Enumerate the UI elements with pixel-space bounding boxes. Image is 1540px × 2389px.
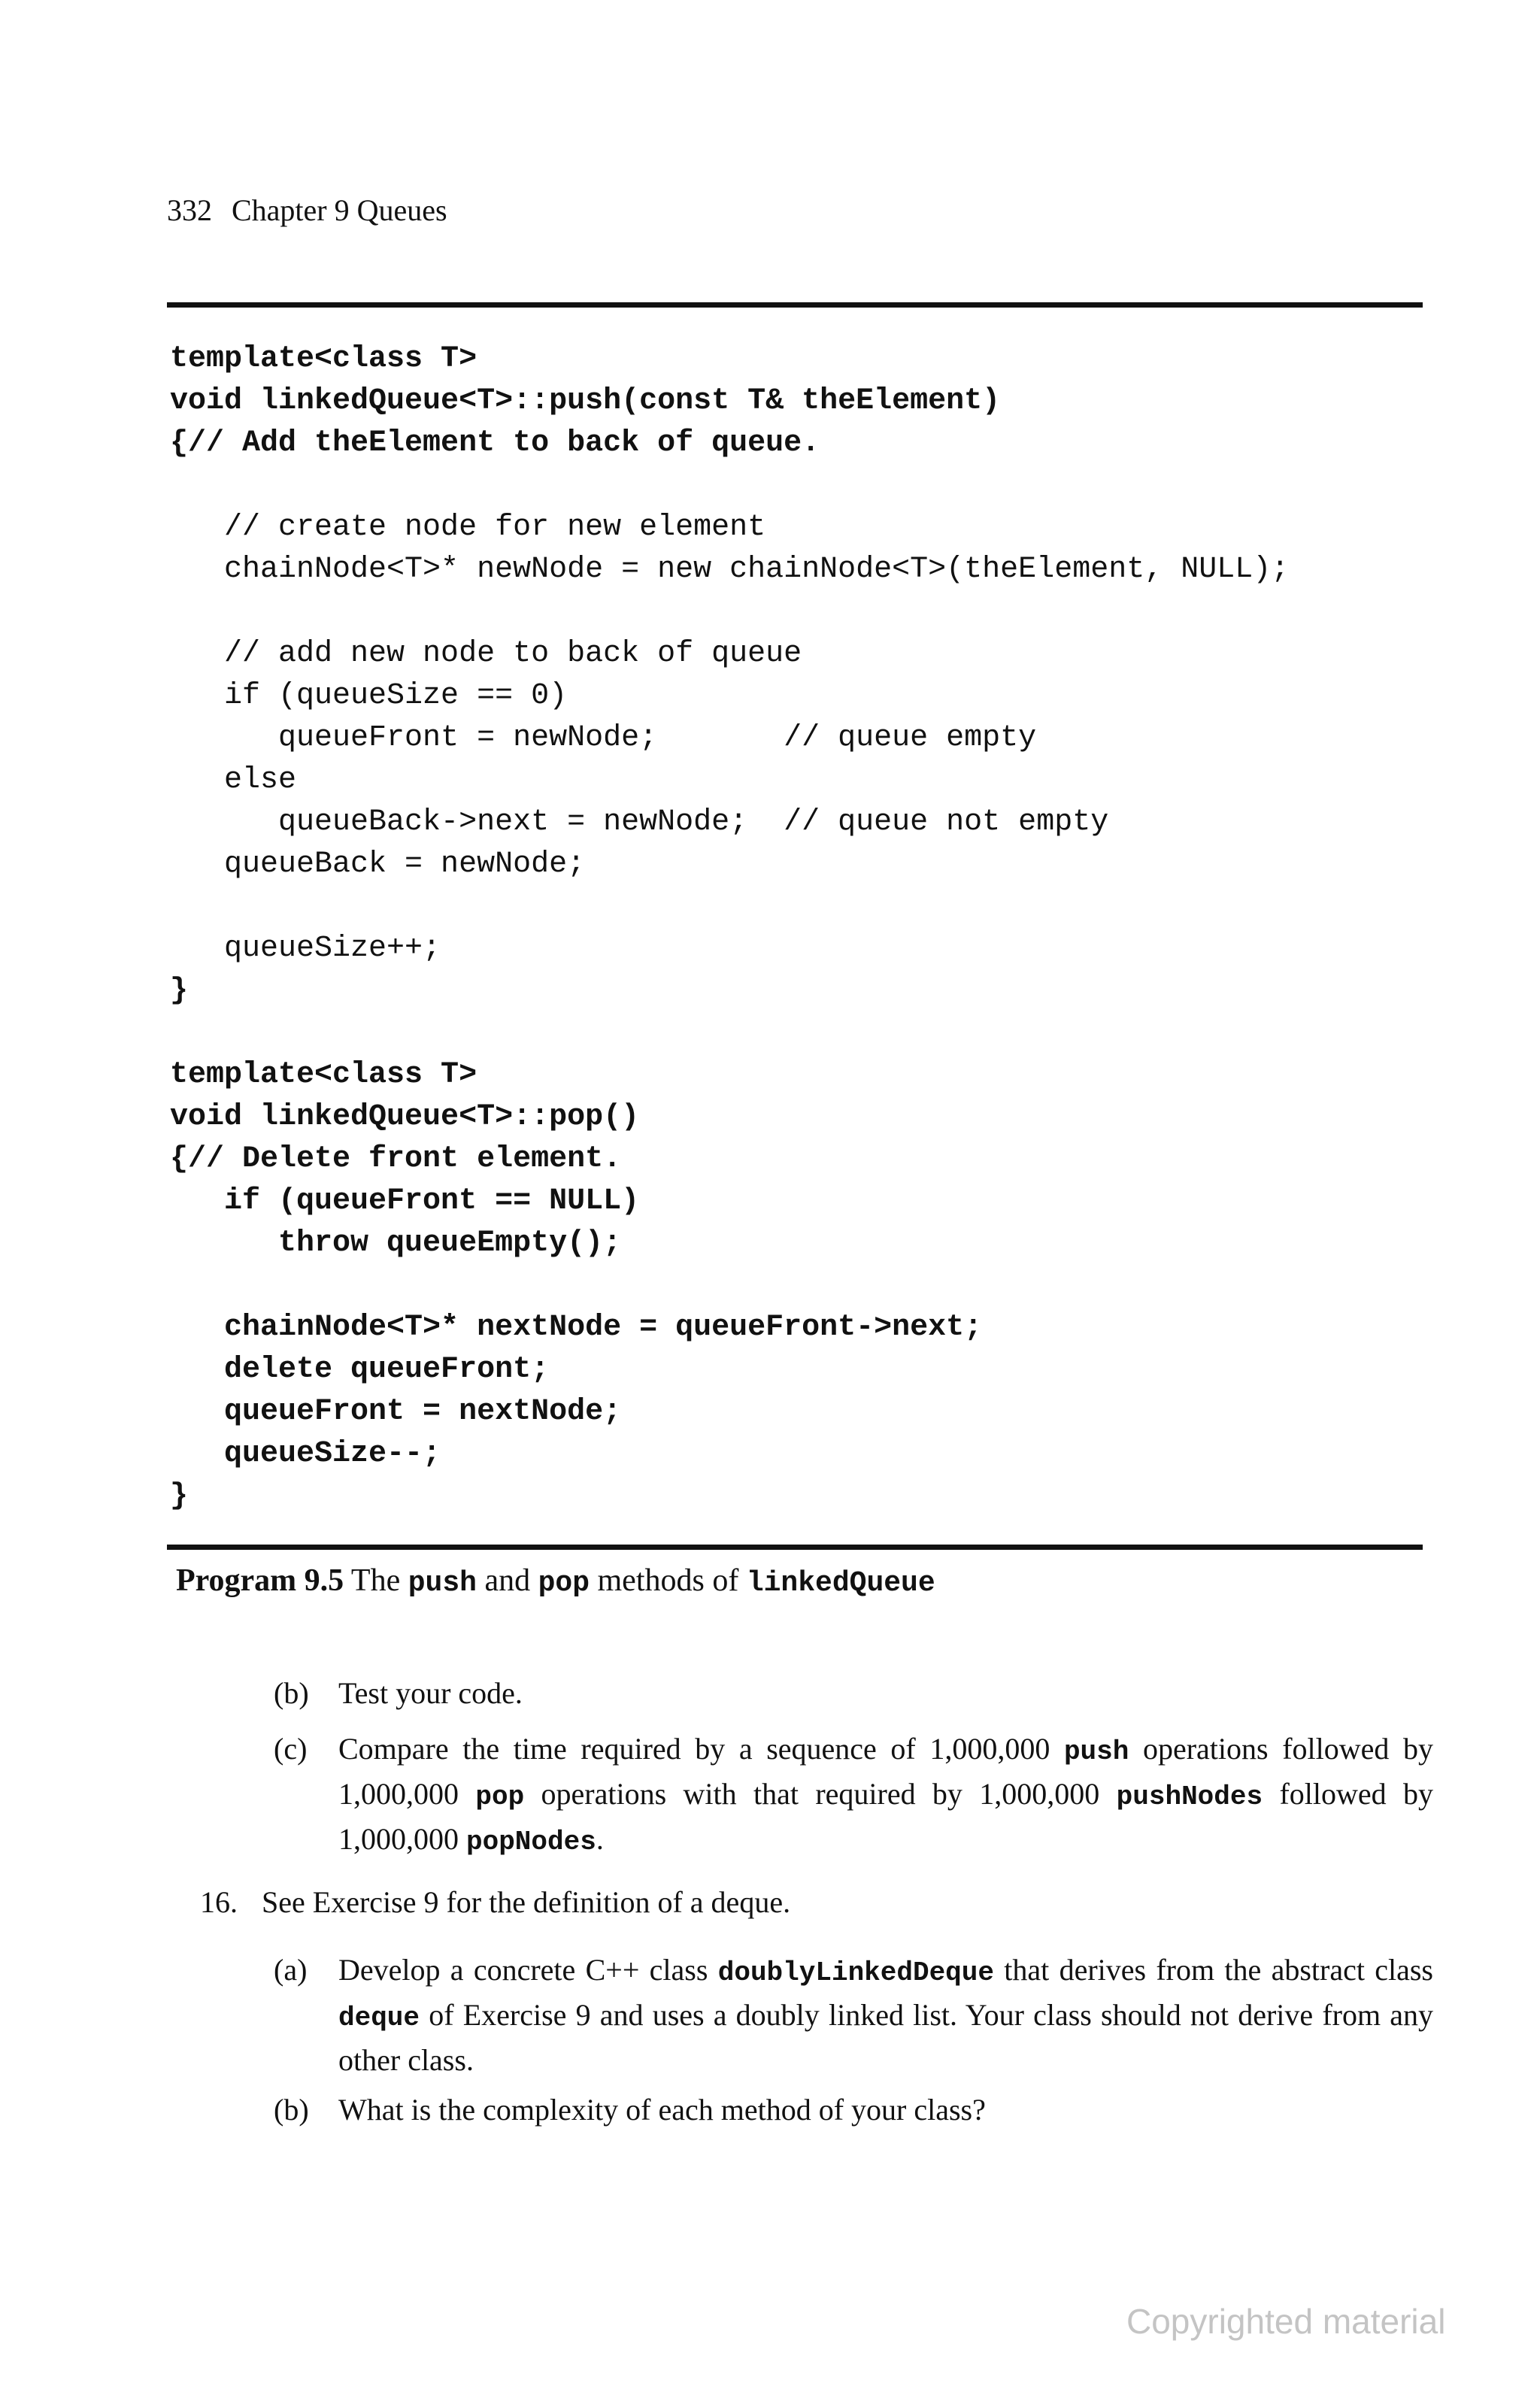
code-line: {// Add theElement to back of queue. (170, 426, 820, 460)
caption-text: methods of (590, 1563, 747, 1598)
program-bottom-rule (167, 1545, 1423, 1550)
code-pop: pop (475, 1781, 525, 1812)
code-pushnodes: pushNodes (1116, 1781, 1263, 1812)
code-class-doublylinkeddeque: doublyLinkedDeque (717, 1957, 994, 1988)
code-line: } (170, 974, 189, 1008)
code-line: queueFront = newNode; // queue empty (170, 721, 1037, 755)
caption-class-name: linkedQueue (746, 1567, 935, 1599)
code-line: } (170, 1479, 189, 1513)
code-line: template<class T> (170, 1058, 477, 1092)
caption-text: and (476, 1563, 538, 1598)
item-text (338, 1949, 1433, 2081)
caption-label: Program 9.5 (176, 1563, 344, 1598)
code-line: void linkedQueue<T>::push(const T& theElement) (170, 384, 1001, 418)
program-caption (176, 1563, 935, 1599)
code-line: else (170, 763, 297, 797)
text-run: of Exercise 9 and uses a doubly linked list. Your class should not derive from any other class. (338, 1998, 1433, 2077)
running-title: Chapter 9 Queues (232, 193, 447, 227)
code-line: // add new node to back of queue (170, 637, 802, 671)
code-line: chainNode<T>* newNode = new chainNode<T>(theElement, NULL); (170, 553, 1290, 587)
text-run: operations followed by 1,000,000 (338, 1732, 1433, 1811)
code-popnodes: popNodes (466, 1827, 596, 1857)
item-text: What is the complexity of each method of your class? (338, 2093, 986, 2127)
code-line: template<class T> (170, 342, 477, 376)
code-push-method (170, 338, 1289, 1012)
code-line: queueBack->next = newNode; // queue not empty (170, 805, 1109, 839)
item-label: (b) (274, 2093, 309, 2127)
page-header (167, 193, 447, 228)
code-line: if (queueFront == NULL) (170, 1184, 640, 1218)
code-line: queueBack = newNode; (170, 847, 586, 881)
text-run: that derives from the abstract class (994, 1953, 1433, 1987)
code-line: chainNode<T>* nextNode = queueFront->next; (170, 1311, 983, 1345)
caption-text: The (344, 1563, 408, 1598)
code-line: queueSize--; (170, 1437, 441, 1471)
code-line: queueSize++; (170, 932, 441, 966)
text-run: . (596, 1822, 604, 1856)
text-run: operations with that required by 1,000,000 (524, 1777, 1117, 1811)
code-line: queueFront = nextNode; (170, 1395, 622, 1429)
text-run: Compare the time required by a sequence of 1,000,000 (338, 1732, 1064, 1766)
code-line: {// Delete front element. (170, 1142, 622, 1176)
code-line: throw queueEmpty(); (170, 1226, 622, 1260)
item-text: Test your code. (338, 1676, 523, 1710)
exercise-text: See Exercise 9 for the definition of a deque. (262, 1885, 791, 1919)
code-pop-method (170, 1054, 982, 1517)
caption-code-push: push (408, 1567, 477, 1599)
code-class-deque: deque (338, 2002, 420, 2033)
page-number: 332 (167, 193, 212, 227)
item-label: (c) (274, 1732, 308, 1766)
text-run: followed by 1,000,000 (338, 1777, 1433, 1856)
item-label: (a) (274, 1953, 308, 1987)
program-top-rule (167, 302, 1423, 308)
item-label: (b) (274, 1676, 309, 1710)
caption-code-pop: pop (538, 1567, 590, 1599)
text-run: Develop a concrete C++ class (338, 1953, 718, 1987)
code-line: // create node for new element (170, 511, 766, 544)
code-line: delete queueFront; (170, 1353, 550, 1387)
copyright-watermark: Copyrighted material (1126, 2302, 1446, 2341)
code-line: void linkedQueue<T>::pop() (170, 1100, 640, 1134)
code-line: if (queueSize == 0) (170, 679, 568, 713)
exercise-number: 16. (200, 1885, 238, 1919)
code-push: push (1063, 1736, 1129, 1767)
item-text (338, 1728, 1433, 1863)
